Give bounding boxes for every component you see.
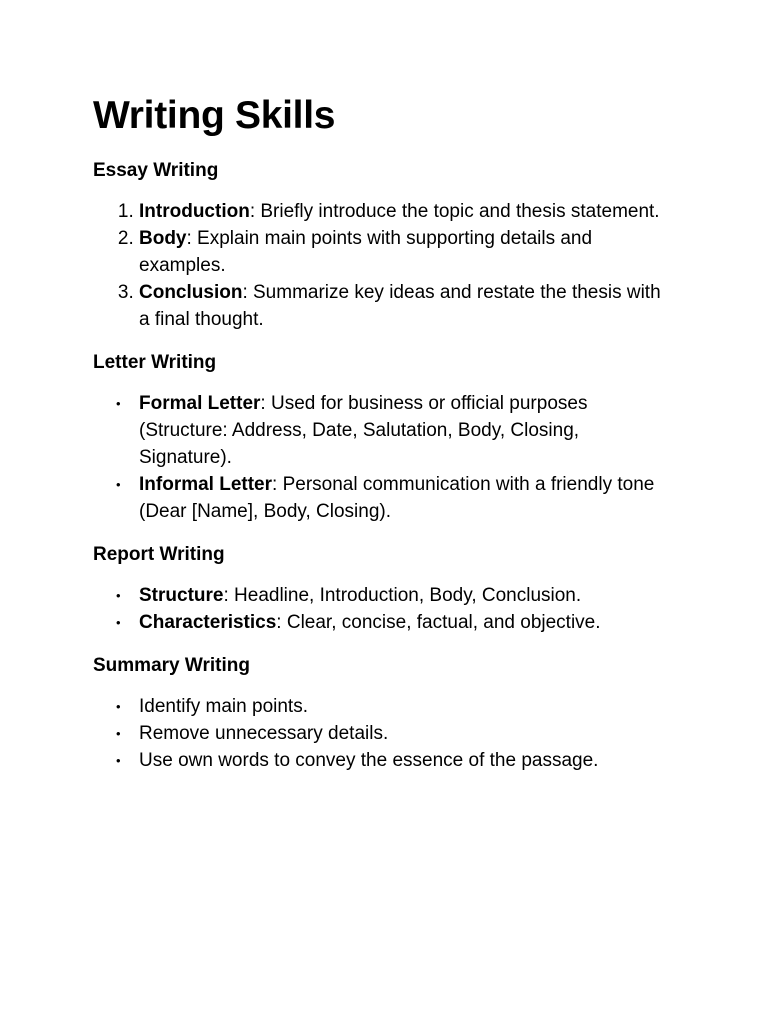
- page-title: Writing Skills: [93, 94, 336, 137]
- list-item: [116, 471, 672, 525]
- bullet-icon: •: [116, 396, 121, 411]
- bullet-icon: •: [116, 588, 121, 603]
- bullet-icon: •: [116, 699, 121, 714]
- list-item: [139, 198, 672, 225]
- list-item: [116, 747, 672, 774]
- list-item-text: : Clear, concise, factual, and objective.: [276, 612, 601, 633]
- list-item-text: Identify main points.: [139, 696, 308, 717]
- section-heading: Summary Writing: [93, 655, 250, 676]
- list-item-text: : Briefly introduce the topic and thesis statement.: [249, 201, 660, 222]
- bullet-icon: •: [116, 753, 121, 768]
- list-item-term: Body: [139, 228, 187, 249]
- list-item-text: : Explain main points with supporting details and examples.: [139, 228, 593, 276]
- list-item: [139, 225, 672, 279]
- list-item-term: Formal Letter: [139, 393, 261, 414]
- list-item: [139, 279, 672, 333]
- list-item-term: Informal Letter: [139, 474, 273, 495]
- section-summary-writing: [93, 653, 672, 774]
- section-essay-writing: [93, 158, 672, 333]
- section-heading: Essay Writing: [93, 160, 219, 181]
- list-item-text: Use own words to convey the essence of the passage.: [139, 750, 599, 771]
- list-item-text: : Headline, Introduction, Body, Conclusion.: [223, 585, 582, 606]
- list-item: [116, 693, 672, 720]
- bullet-icon: •: [116, 615, 121, 630]
- list-item: [116, 390, 672, 471]
- bullet-list: [93, 582, 672, 636]
- list-item: [116, 582, 672, 609]
- list-item-text: : Summarize key ideas and restate the thesis with a final thought.: [139, 282, 661, 330]
- bullet-icon: •: [116, 477, 121, 492]
- list-item: [116, 720, 672, 747]
- list-item-term: Introduction: [139, 201, 250, 222]
- list-item-term: Characteristics: [139, 612, 277, 633]
- list-item-text: : Used for business or official purposes (Structure: Address, Date, Salutation, Body, Closing, Signature).: [139, 393, 588, 468]
- list-item: [116, 609, 672, 636]
- section-letter-writing: [93, 350, 672, 525]
- list-item-term: Structure: [139, 585, 224, 606]
- list-item-text: Remove unnecessary details.: [139, 723, 389, 744]
- bullet-list: [93, 390, 672, 525]
- section-heading: Report Writing: [93, 544, 225, 565]
- ordered-list: [93, 198, 672, 333]
- bullet-icon: •: [116, 726, 121, 741]
- bullet-list: [93, 693, 672, 774]
- list-item-term: Conclusion: [139, 282, 243, 303]
- list-item-text: : Personal communication with a friendly tone (Dear [Name], Body, Closing).: [139, 474, 655, 522]
- section-report-writing: [93, 542, 672, 636]
- section-heading: Letter Writing: [93, 352, 217, 373]
